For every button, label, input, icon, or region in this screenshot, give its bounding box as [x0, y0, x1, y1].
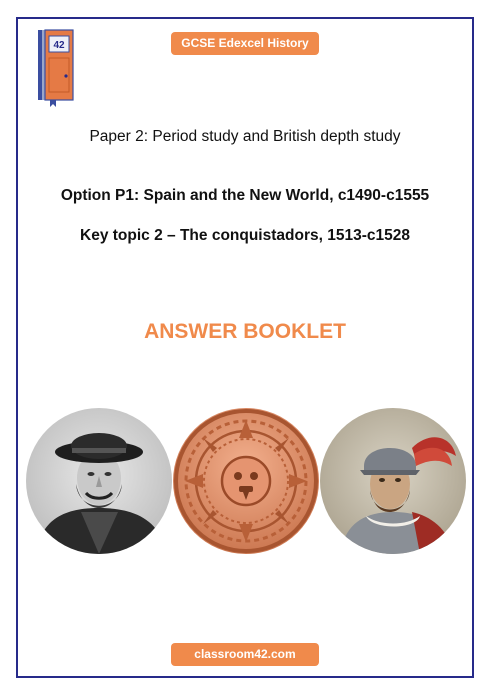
logo-number: 42: [53, 40, 65, 51]
option-title: Option P1: Spain and the New World, c1490-c1555: [60, 187, 430, 204]
portrait-bearded-man-hat-icon: [26, 408, 172, 554]
paper-title: Paper 2: Period study and British depth study: [89, 128, 401, 145]
website-badge[interactable]: classroom42.com: [171, 643, 319, 666]
page-border: [16, 17, 474, 678]
portrait-conquistador-helmet-icon: [320, 408, 466, 554]
aztec-sun-stone-icon: [173, 408, 319, 554]
book-icon: [36, 28, 76, 108]
subject-badge: GCSE Edexcel History: [171, 32, 319, 55]
answer-booklet-heading: ANSWER BOOKLET: [144, 320, 346, 343]
key-topic-title: Key topic 2 – The conquistadors, 1513-c1528: [80, 227, 410, 244]
